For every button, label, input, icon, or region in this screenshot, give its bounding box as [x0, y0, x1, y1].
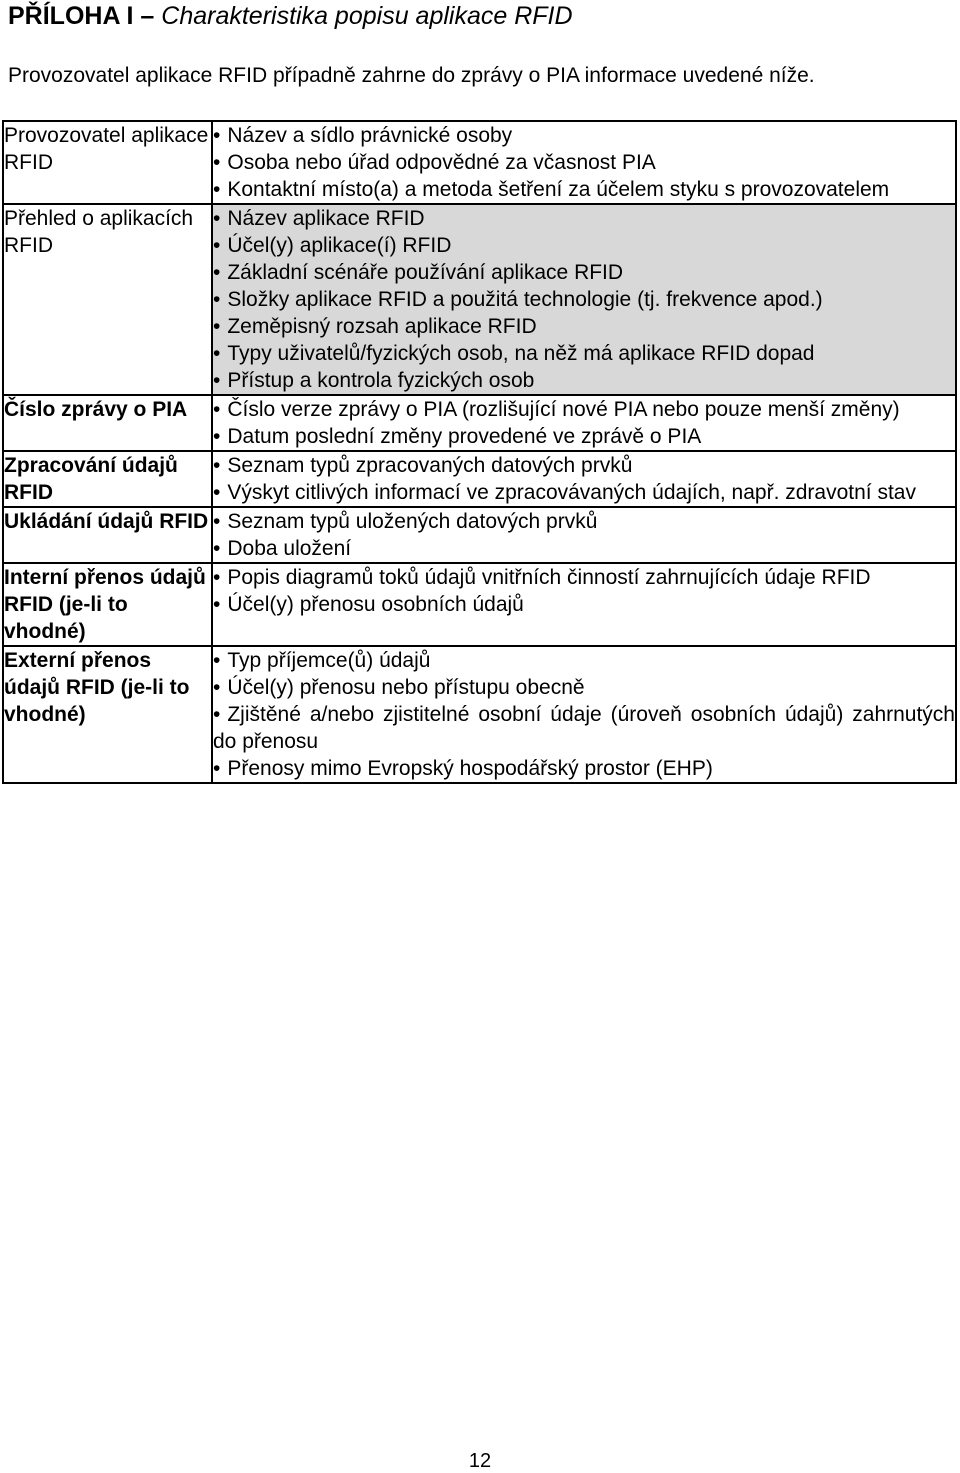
bullet-icon: • — [213, 207, 221, 230]
list-item — [213, 232, 955, 259]
bullet-icon: • — [213, 649, 221, 672]
list-item — [213, 452, 955, 479]
heading-title: Charakteristika popisu aplikace RFID — [161, 2, 573, 30]
bullet-icon: • — [213, 234, 221, 257]
intro-paragraph: Provozovatel aplikace RFID případně zahrne do zprávy o PIA informace uvedené níže. — [8, 64, 815, 87]
list-item-text: Seznam typů zpracovaných datových prvků — [227, 454, 633, 477]
row-items-cell — [212, 507, 956, 563]
list-item — [213, 340, 955, 367]
table-row — [3, 204, 956, 395]
list-item — [213, 149, 955, 176]
list-item — [213, 564, 955, 591]
list-item-text: Kontaktní místo(a) a metoda šetření za účelem styku s provozovatelem — [227, 178, 890, 201]
row-label: Provozovatel aplikace RFID — [4, 124, 209, 174]
bullet-icon: • — [213, 757, 221, 780]
table-body — [3, 121, 956, 783]
row-label-cell — [3, 395, 212, 451]
list-item — [213, 367, 955, 394]
table-row — [3, 646, 956, 783]
bullet-icon: • — [213, 703, 221, 726]
list-item-text: Osoba nebo úřad odpovědné za včasnost PIA — [227, 151, 656, 174]
bullet-icon: • — [213, 510, 221, 533]
row-label-cell — [3, 507, 212, 563]
row-items-cell — [212, 646, 956, 783]
bullet-icon: • — [213, 566, 221, 589]
bullet-icon: • — [213, 454, 221, 477]
list-item-text: Typ příjemce(ů) údajů — [227, 649, 431, 672]
row-label: Číslo zprávy o PIA — [4, 398, 188, 421]
rfid-description-table — [2, 120, 957, 784]
bullet-list — [213, 452, 955, 506]
list-item — [213, 259, 955, 286]
list-item — [213, 176, 955, 203]
row-items-cell — [212, 451, 956, 507]
list-item — [213, 286, 955, 313]
list-item-text: Popis diagramů toků údajů vnitřních činností zahrnujících údaje RFID — [227, 566, 871, 589]
list-item-text: Účel(y) přenosu osobních údajů — [227, 593, 524, 616]
table-row — [3, 395, 956, 451]
list-item — [213, 647, 955, 674]
list-item-text: Název a sídlo právnické osoby — [227, 124, 513, 147]
list-item — [213, 701, 955, 755]
list-item — [213, 423, 955, 450]
bullet-icon: • — [213, 178, 221, 201]
bullet-icon: • — [213, 593, 221, 616]
bullet-icon: • — [213, 342, 221, 365]
list-item — [213, 396, 955, 423]
row-label-cell — [3, 563, 212, 646]
bullet-icon: • — [213, 369, 221, 392]
list-item — [213, 205, 955, 232]
bullet-icon: • — [213, 425, 221, 448]
list-item-text: Číslo verze zprávy o PIA (rozlišující nové PIA nebo pouze menší změny) — [227, 398, 900, 421]
bullet-list — [213, 205, 955, 394]
list-item-text: Základní scénáře používání aplikace RFID — [227, 261, 624, 284]
bullet-icon: • — [213, 261, 221, 284]
table-row — [3, 451, 956, 507]
bullet-list — [213, 396, 955, 450]
list-item — [213, 122, 955, 149]
row-label: Zpracování údajů RFID — [4, 454, 178, 504]
list-item-text: Datum poslední změny provedené ve zprávě o PIA — [227, 425, 702, 448]
list-item-text: Účel(y) aplikace(í) RFID — [227, 234, 452, 257]
table-row — [3, 563, 956, 646]
bullet-list — [213, 564, 955, 618]
bullet-icon: • — [213, 398, 221, 421]
list-item-text: Zjištěné a/nebo zjistitelné osobní údaje (úroveň osobních údajů) zahrnutých do přenosu — [213, 703, 955, 753]
bullet-icon: • — [213, 537, 221, 560]
bullet-icon: • — [213, 315, 221, 338]
page-heading — [8, 2, 573, 31]
row-items-cell — [212, 121, 956, 204]
list-item — [213, 591, 955, 618]
bullet-list — [213, 122, 955, 203]
bullet-icon: • — [213, 124, 221, 147]
row-label-cell — [3, 204, 212, 395]
row-label: Přehled o aplikacích RFID — [4, 207, 194, 257]
list-item-text: Typy uživatelů/fyzických osob, na něž má aplikace RFID dopad — [227, 342, 815, 365]
list-item-text: Seznam typů uložených datových prvků — [227, 510, 598, 533]
row-label-cell — [3, 646, 212, 783]
row-label-cell — [3, 121, 212, 204]
row-label-cell — [3, 451, 212, 507]
page-number: 12 — [468, 1450, 492, 1472]
list-item — [213, 508, 955, 535]
row-label: Ukládání údajů RFID — [4, 510, 209, 533]
list-item-text: Výskyt citlivých informací ve zpracovávaných údajích, např. zdravotní stav — [227, 481, 916, 504]
list-item — [213, 535, 955, 562]
bullet-list — [213, 647, 955, 782]
list-item-text: Doba uložení — [227, 537, 352, 560]
list-item-text: Složky aplikace RFID a použitá technologie (tj. frekvence apod.) — [227, 288, 823, 311]
list-item-text: Zeměpisný rozsah aplikace RFID — [227, 315, 537, 338]
bullet-list — [213, 508, 955, 562]
bullet-icon: • — [213, 288, 221, 311]
row-items-cell — [212, 204, 956, 395]
row-label: Interní přenos údajů RFID (je-li to vhodné) — [4, 566, 206, 643]
list-item-text: Název aplikace RFID — [227, 207, 425, 230]
list-item — [213, 755, 955, 782]
list-item-text: Účel(y) přenosu nebo přístupu obecně — [227, 676, 585, 699]
table-row — [3, 121, 956, 204]
list-item — [213, 313, 955, 340]
heading-annex-label: PŘÍLOHA I – — [8, 2, 162, 30]
list-item-text: Přístup a kontrola fyzických osob — [227, 369, 535, 392]
bullet-icon: • — [213, 151, 221, 174]
row-label: Externí přenos údajů RFID (je-li to vhodné) — [4, 649, 190, 726]
bullet-icon: • — [213, 676, 221, 699]
list-item — [213, 674, 955, 701]
row-items-cell — [212, 563, 956, 646]
row-items-cell — [212, 395, 956, 451]
bullet-icon: • — [213, 481, 221, 504]
list-item-text: Přenosy mimo Evropský hospodářský prostor (EHP) — [227, 757, 713, 780]
table-row — [3, 507, 956, 563]
list-item — [213, 479, 955, 506]
